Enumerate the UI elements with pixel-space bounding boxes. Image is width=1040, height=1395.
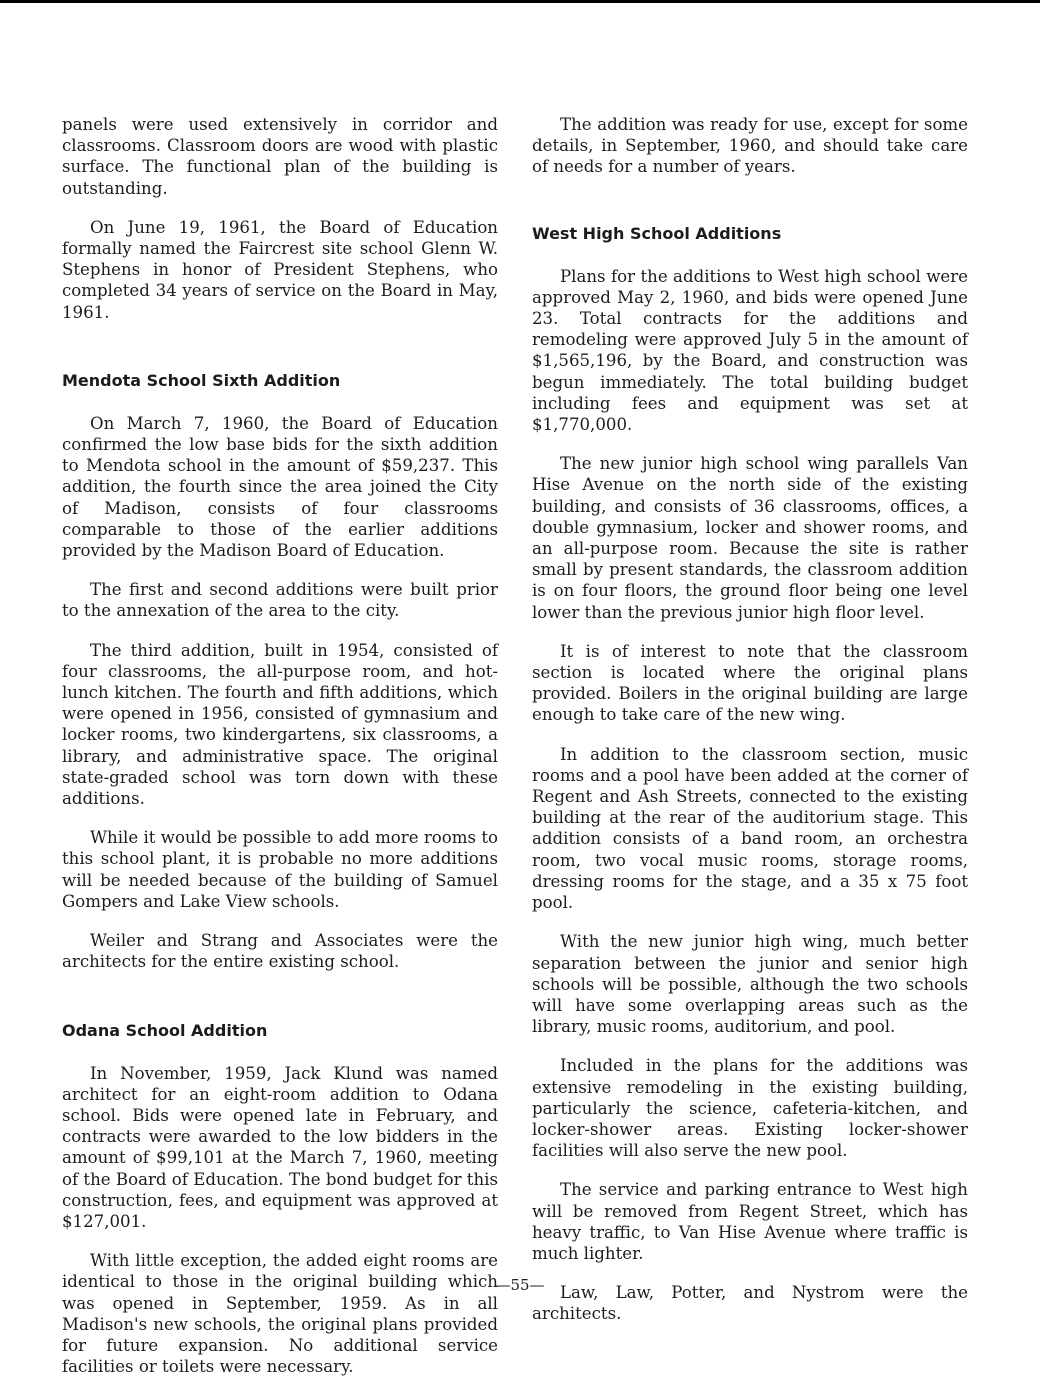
paragraph-west-2: The new junior high school wing parallels Van Hise Avenue on the north side of the existing building, and consists of 36 classrooms, offices, a double gymnasium, locker and shower rooms, and an all-purpose room. Because the site is rather small by present standards, the classroom addition is on four floors, the ground floor being one level lower than the previous junior high floor level. [532, 454, 968, 622]
heading-mendota: Mendota School Sixth Addition [62, 370, 341, 390]
paragraph-mendota-3: The third addition, built in 1954, consisted of four classrooms, the all-purpose room, and hot-lunch kitchen. The fourth and fifth additions, which were opened in 1956, consisted of gymnasium and locker rooms, two kindergartens, six classrooms, a library, and administrative space. The original state-graded school was torn down with these additions. [62, 640, 498, 809]
paragraph-odana-2: With little exception, the added eight rooms are identical to those in the original building which was opened in September, 1959. As in all Madison's new schools, the original plans provided for future expansion. No additional service facilities or toilets were necessary. [62, 1251, 498, 1377]
paragraph-mendota-4: While it would be possible to add more rooms to this school plant, it is probable no more additions will be needed because of the building of Samuel Gompers and Lake View schools. [62, 828, 498, 911]
left-column [62, 114, 498, 1395]
right-column [532, 114, 968, 1343]
paragraph-mendota-1: On March 7, 1960, the Board of Education confirmed the low base bids for the sixth addition to Mendota school in the amount of $59,237. This addition, the fourth since the area joined the City of Madison, consists of four classrooms comparable to those of the earlier additions provided by the Madison Board of Education. [62, 413, 498, 561]
page-number: —55— [495, 1276, 545, 1294]
paragraph-west-4: In addition to the classroom section, music rooms and a pool have been added at the corner of Regent and Ash Streets, connected to the existing building at the rear of the auditorium stage. This addition consists of a band room, an orchestra room, two vocal music rooms, storage rooms, dressing rooms for the stage, and a 35 x 75 foot pool. [532, 744, 968, 913]
paragraph-odana-1: In November, 1959, Jack Klund was named architect for an eight-room addition to Odana school. Bids were opened late in February, and contracts were awarded to the low bidders in the amount of $99,101 at the March 7, 1960, meeting of the Board of Education. The bond budget for this construction, fees, and equipment was approved at $127,001. [62, 1063, 498, 1231]
paragraph-stephens-naming: On June 19, 1961, the Board of Education formally named the Faircrest site school Glenn W. Stephens in honor of President Stephens, who completed 34 years of service on the Board in May, 1961. [62, 217, 498, 322]
paragraph-west-7: The service and parking entrance to West high will be removed from Regent Street, which has heavy traffic, to Van Hise Avenue where traffic is much lighter. [532, 1180, 968, 1263]
paragraph-west-5: With the new junior high wing, much better separation between the junior and senior high schools will be possible, although the two schools will have some overlapping areas such as the library, music rooms, auditorium, and pool. [532, 932, 968, 1037]
heading-west-high: West High School Additions [532, 223, 782, 243]
paragraph-mendota-2: The first and second additions were built prior to the annexation of the area to the city. [62, 580, 498, 621]
paragraph-west-3: It is of interest to note that the classroom section is located where the original plans provided. Boilers in the original building are large enough to take care of the new wing. [532, 641, 968, 725]
heading-odana: Odana School Addition [62, 1020, 268, 1040]
paragraph-west-8: Law, Law, Potter, and Nystrom were the architects. [532, 1283, 968, 1324]
paragraph-panels: panels were used extensively in corridor and classrooms. Classroom doors are wood with plastic surface. The functional plan of the building is outstanding. [62, 115, 498, 198]
paragraph-west-6: Included in the plans for the additions was extensive remodeling in the existing building, particularly the science, cafeteria-kitchen, and locker-shower areas. Existing locker-shower facilities will also serve the new pool. [532, 1056, 968, 1161]
paragraph-mendota-5: Weiler and Strang and Associates were the architects for the entire existing school. [62, 931, 498, 972]
page-top-rule [0, 0, 1040, 3]
paragraph-west-1: Plans for the additions to West high school were approved May 2, 1960, and bids were opened June 23. Total contracts for the additions and remodeling were approved July 5 in the amount of $1,565,196, by the Board, and construction was begun immediately. The total building budget including fees and equipment was set at $1,770,000. [532, 266, 968, 435]
paragraph-addition-ready: The addition was ready for use, except for some details, in September, 1960, and should take care of needs for a number of years. [532, 115, 968, 177]
